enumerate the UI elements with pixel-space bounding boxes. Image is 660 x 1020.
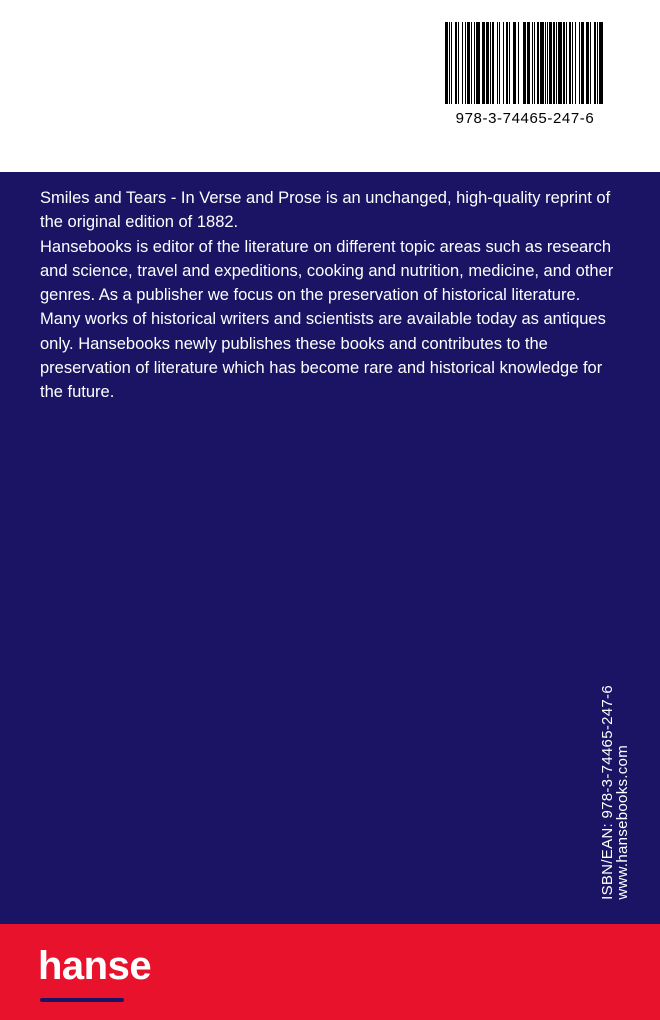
blurb-paragraph-2: Hansebooks is editor of the literature on different topic areas such as research and science, travel and expeditions, cooking and nutrition, medicine, and other genres. As a publisher we focus on the preservation of historical literature. Many works of historical writers and scientists are available today as antiques only. Hansebooks newly publishes these books and contributes to the preservation of literature which has become rare and historical knowledge for the future. [40, 237, 614, 401]
blurb-paragraph-1: Smiles and Tears - In Verse and Prose is an unchanged, high-quality reprint of the original edition of 1882. [40, 189, 611, 232]
side-isbn-label: ISBN/EAN: 978-3-74465-247-6 [599, 685, 616, 900]
navy-panel [0, 172, 660, 924]
publisher-footer [0, 924, 660, 1020]
blurb-text [40, 186, 615, 404]
side-website: www.hansebooks.com [614, 745, 631, 900]
logo-underline [40, 998, 124, 1002]
publisher-logo: hanse [38, 944, 152, 988]
barcode-block [445, 22, 605, 127]
side-text-block [594, 610, 630, 900]
barcode-icon [445, 22, 605, 104]
barcode-isbn-number: 978-3-74465-247-6 [455, 110, 595, 127]
barcode-area [0, 0, 660, 172]
